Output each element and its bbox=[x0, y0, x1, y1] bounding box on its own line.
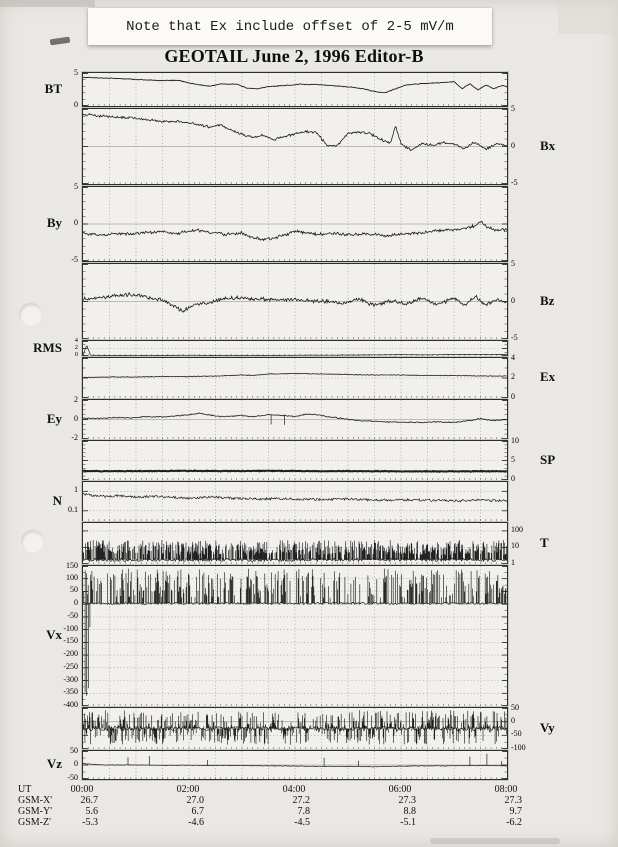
ephemeris-value: 6.7 bbox=[191, 806, 204, 817]
tick-label: 0 bbox=[74, 598, 78, 608]
tick-label: 5 bbox=[511, 258, 515, 268]
tick-label: -5 bbox=[511, 177, 518, 187]
tick-label: 0 bbox=[511, 140, 515, 150]
ephemeris-value: 27.3 bbox=[504, 795, 522, 806]
page-title: GEOTAIL June 2, 1996 Editor-B bbox=[164, 46, 424, 66]
panel-label-T: T bbox=[540, 534, 549, 550]
ephemeris-row-label: GSM-Z' bbox=[18, 817, 51, 828]
tick-label: 0 bbox=[511, 715, 515, 725]
ephemeris-value: 26.7 bbox=[80, 795, 98, 806]
panel-Ex-plot bbox=[83, 358, 507, 398]
panel-By-plot bbox=[83, 187, 507, 261]
tick-label: -2 bbox=[71, 432, 78, 442]
ut-label: UT bbox=[18, 784, 32, 795]
panel-label-Bz: Bz bbox=[540, 292, 555, 308]
tick-label: 0 bbox=[74, 759, 78, 768]
ut-tick: 02:00 bbox=[176, 784, 200, 795]
panel-label-Ey: Ey bbox=[46, 410, 62, 426]
tick-label: 2 bbox=[74, 343, 78, 351]
panel-Vx-plot bbox=[83, 566, 507, 706]
tick-label: -100 bbox=[63, 623, 78, 633]
panel-RMS-plot bbox=[83, 341, 507, 356]
panel-Bx-plot bbox=[83, 109, 507, 184]
tick-label: 50 bbox=[70, 585, 78, 595]
panel-label-By: By bbox=[46, 215, 62, 230]
tick-label: -350 bbox=[63, 687, 78, 697]
tick-label: 10 bbox=[511, 435, 519, 445]
panel-BT bbox=[82, 72, 508, 107]
ephemeris-value: -6.2 bbox=[506, 817, 522, 828]
tick-label: 5 bbox=[511, 454, 515, 464]
tick-label: 150 bbox=[66, 560, 78, 570]
ut-tick: 08:00 bbox=[494, 784, 518, 795]
tick-label: -300 bbox=[63, 674, 78, 684]
panel-label-Vx: Vx bbox=[46, 627, 62, 642]
tick-label: 4 bbox=[74, 336, 78, 344]
hole-punch bbox=[19, 303, 42, 326]
ephemeris-row-label: GSM-X' bbox=[18, 795, 53, 806]
panel-By bbox=[82, 186, 508, 262]
tick-label: 0 bbox=[511, 391, 515, 401]
tick-label: 100 bbox=[66, 572, 78, 582]
tick-label: -100 bbox=[511, 742, 526, 752]
panel-Vy bbox=[82, 707, 508, 750]
panel-Vz-plot bbox=[83, 751, 507, 779]
panel-label-Vy: Vy bbox=[540, 719, 555, 735]
ephemeris-value: 5.6 bbox=[85, 806, 98, 817]
panel-label-Ex: Ex bbox=[540, 369, 556, 384]
tick-label: 0 bbox=[74, 218, 78, 227]
tick-label: 0 bbox=[74, 413, 78, 423]
tick-label: -50 bbox=[67, 610, 78, 620]
panel-SP-plot bbox=[83, 441, 507, 480]
panel-Bz bbox=[82, 263, 508, 340]
tick-label: 2 bbox=[511, 372, 515, 381]
panel-T bbox=[82, 522, 508, 565]
panel-Bz-plot bbox=[83, 264, 507, 339]
scan-edge bbox=[0, 0, 95, 7]
panel-Vz bbox=[82, 750, 508, 780]
panel-Ey bbox=[82, 399, 508, 440]
tick-label: -5 bbox=[71, 254, 78, 264]
tick-label: 100 bbox=[511, 524, 523, 534]
tick-label: -50 bbox=[67, 772, 78, 782]
tick-label: 0 bbox=[74, 350, 78, 358]
tape-smudge bbox=[50, 37, 71, 46]
panel-Vx bbox=[82, 565, 508, 707]
panel-T-plot bbox=[83, 523, 507, 564]
ephemeris-value: 9.7 bbox=[509, 806, 522, 817]
ephemeris-value: -4.5 bbox=[294, 817, 310, 828]
scan-smudge bbox=[430, 838, 560, 844]
tick-label: 0.1 bbox=[68, 504, 78, 514]
ephemeris-value: 27.2 bbox=[292, 795, 310, 806]
tick-label: -50 bbox=[511, 729, 522, 739]
panel-label-RMS: RMS bbox=[33, 339, 62, 355]
panel-N-plot bbox=[83, 482, 507, 521]
ut-tick: 04:00 bbox=[282, 784, 306, 795]
panel-label-N: N bbox=[52, 492, 62, 508]
tick-label: 5 bbox=[74, 67, 78, 77]
tick-label: -200 bbox=[63, 649, 78, 659]
panel-label-BT: BT bbox=[44, 80, 62, 96]
panel-N bbox=[82, 481, 508, 522]
panel-SP bbox=[82, 440, 508, 481]
tick-label: 5 bbox=[511, 103, 515, 113]
tick-label: -250 bbox=[63, 661, 78, 671]
panel-Ex bbox=[82, 357, 508, 399]
panel-label-SP: SP bbox=[540, 451, 556, 467]
tick-label: 50 bbox=[70, 745, 78, 755]
tick-label: 4 bbox=[511, 352, 515, 362]
tick-label: 50 bbox=[511, 702, 519, 712]
tick-label: 10 bbox=[511, 541, 519, 551]
panel-Bx bbox=[82, 108, 508, 185]
tick-label: -400 bbox=[63, 699, 78, 709]
panel-Ey-plot bbox=[83, 400, 507, 439]
tick-label: 1 bbox=[511, 557, 515, 567]
panel-label-Bx: Bx bbox=[540, 137, 556, 153]
panel-RMS bbox=[82, 340, 508, 357]
tick-label: 0 bbox=[511, 295, 515, 305]
ephemeris-value: 7.8 bbox=[297, 806, 310, 817]
tick-label: 1 bbox=[74, 485, 78, 495]
ephemeris-row-label: GSM-Y' bbox=[18, 806, 53, 817]
panel-BT-plot bbox=[83, 73, 507, 106]
note-text: Note that Ex include offset of 2-5 mV/m bbox=[126, 18, 454, 35]
ephemeris-value: -4.6 bbox=[188, 817, 204, 828]
hole-punch bbox=[21, 530, 44, 553]
tick-label: 0 bbox=[511, 473, 515, 483]
tick-label: 0 bbox=[74, 99, 78, 109]
ephemeris-value: 27.0 bbox=[186, 795, 204, 806]
panel-Vy-plot bbox=[83, 708, 507, 749]
tick-label: -150 bbox=[63, 636, 78, 646]
taped-note bbox=[88, 8, 492, 45]
panel-label-Vz: Vz bbox=[46, 756, 62, 771]
ephemeris-value: 8.8 bbox=[403, 806, 416, 817]
tick-label: 5 bbox=[74, 181, 78, 191]
ut-tick: 06:00 bbox=[388, 784, 412, 795]
tick-label: -5 bbox=[511, 332, 518, 342]
tick-label: 2 bbox=[74, 394, 78, 404]
ephemeris-value: -5.3 bbox=[82, 817, 98, 828]
ut-tick: 00:00 bbox=[70, 784, 94, 795]
ephemeris-value: 27.3 bbox=[398, 795, 416, 806]
ephemeris-value: -5.1 bbox=[400, 817, 416, 828]
scan-corner bbox=[558, 0, 618, 34]
